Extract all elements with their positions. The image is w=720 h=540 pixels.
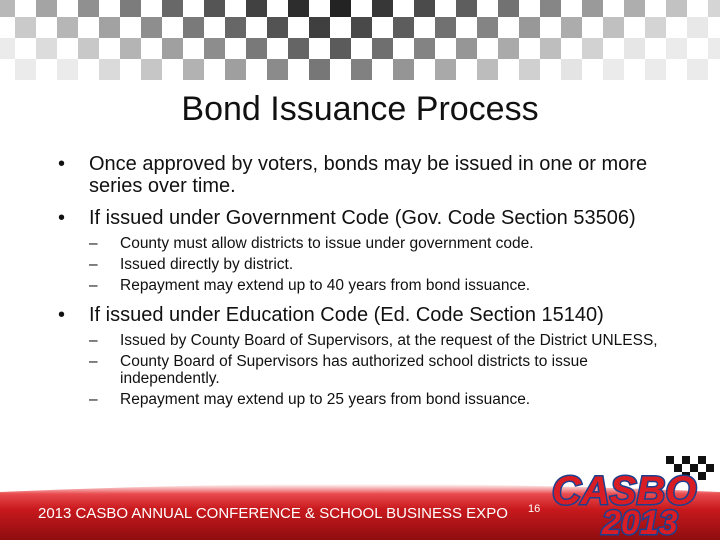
- checker-square: [183, 17, 204, 38]
- checker-square: [498, 38, 519, 59]
- bullet-item: [58, 153, 658, 197]
- checker-square: [624, 38, 645, 59]
- checker-square: [15, 59, 36, 80]
- checker-square: [0, 0, 15, 17]
- sub-bullet-text: County must allow districts to issue under government code.: [120, 235, 534, 252]
- checker-square: [561, 59, 582, 80]
- sub-bullet-mark: –: [89, 277, 98, 294]
- sub-bullet-mark: –: [89, 391, 98, 408]
- checker-square: [15, 17, 36, 38]
- page-number: 16: [528, 503, 541, 515]
- checker-square: [309, 59, 330, 80]
- checker-square: [351, 17, 372, 38]
- checker-square: [99, 59, 120, 80]
- checker-square: [603, 59, 624, 80]
- sub-bullet-mark: –: [89, 353, 98, 370]
- bullet-mark: •: [58, 153, 66, 175]
- logo-casbo-text: CASBO: [552, 469, 697, 513]
- sub-bullet-item: [89, 256, 658, 273]
- checker-square: [708, 0, 720, 17]
- sub-bullet-text: Issued by County Board of Supervisors, at the request of the District UNLESS,: [120, 332, 658, 349]
- footer-conference-name: 2013 CASBO ANNUAL CONFERENCE & SCHOOL BUSINESS EXPO: [38, 505, 508, 522]
- checker-square: [246, 38, 267, 59]
- checker-square: [330, 38, 351, 59]
- bullet-mark: •: [58, 304, 66, 326]
- checker-square: [141, 59, 162, 80]
- checker-square: [99, 17, 120, 38]
- checker-square: [162, 38, 183, 59]
- checker-square: [57, 17, 78, 38]
- checker-square: [414, 0, 435, 17]
- checker-square: [309, 17, 330, 38]
- sub-bullet-text: Issued directly by district.: [120, 256, 294, 273]
- checker-square: [603, 17, 624, 38]
- checker-square: [666, 38, 687, 59]
- slide-title: Bond Issuance Process: [181, 90, 539, 128]
- bullet-text: If issued under Education Code (Ed. Code Section 15140): [89, 304, 604, 326]
- sub-bullet-mark: –: [89, 235, 98, 252]
- checker-square: [666, 0, 687, 17]
- checker-square: [645, 59, 666, 80]
- sub-bullet-list: [58, 332, 658, 408]
- checker-square: [288, 38, 309, 59]
- checker-square: [498, 0, 519, 17]
- checker-square: [540, 0, 561, 17]
- checker-square: [351, 59, 372, 80]
- sub-bullet-item: [89, 391, 658, 408]
- bullet-mark: •: [58, 207, 66, 229]
- sub-bullet-mark: –: [89, 332, 98, 349]
- checkered-header-pattern: [0, 0, 720, 80]
- checker-square: [120, 38, 141, 59]
- sub-bullet-list: [58, 235, 658, 294]
- checker-square: [372, 0, 393, 17]
- bullet-list: [58, 153, 658, 418]
- checker-square: [183, 59, 204, 80]
- checker-square: [435, 59, 456, 80]
- checker-square: [267, 59, 288, 80]
- sub-bullet-mark: –: [89, 256, 98, 273]
- checker-square: [519, 17, 540, 38]
- checker-square: [687, 17, 708, 38]
- checker-square: [225, 17, 246, 38]
- sub-bullet-item: [89, 235, 658, 252]
- checker-square: [582, 38, 603, 59]
- checker-square: [36, 38, 57, 59]
- checker-square: [708, 38, 720, 59]
- sub-bullet-text: Repayment may extend up to 40 years from bond issuance.: [120, 277, 531, 294]
- bullet-item: [58, 207, 658, 294]
- bullet-text: If issued under Government Code (Gov. Code Section 53506): [89, 207, 636, 229]
- bullet-text: Once approved by voters, bonds may be issued in one or more series over time.: [89, 153, 648, 197]
- checker-square: [477, 17, 498, 38]
- checker-square: [78, 38, 99, 59]
- checker-square: [267, 17, 288, 38]
- checker-square: [582, 0, 603, 17]
- checker-square: [372, 38, 393, 59]
- checker-square: [435, 17, 456, 38]
- checker-square: [36, 0, 57, 17]
- checker-square: [120, 0, 141, 17]
- checker-square: [540, 38, 561, 59]
- checker-square: [687, 59, 708, 80]
- checker-square: [288, 0, 309, 17]
- checker-square: [624, 0, 645, 17]
- checker-square: [561, 17, 582, 38]
- checker-square: [456, 38, 477, 59]
- checker-square: [0, 38, 15, 59]
- sub-bullet-text: Repayment may extend up to 25 years from bond issuance.: [120, 391, 531, 408]
- checker-square: [393, 59, 414, 80]
- checker-square: [204, 0, 225, 17]
- sub-bullet-text: County Board of Supervisors has authorized school districts to issue independently.: [120, 353, 588, 387]
- checker-square: [78, 0, 99, 17]
- checker-square: [141, 17, 162, 38]
- checker-square: [414, 38, 435, 59]
- sub-bullet-item: [89, 353, 658, 387]
- sub-bullet-item: [89, 277, 658, 294]
- checker-square: [225, 59, 246, 80]
- checker-square: [204, 38, 225, 59]
- sub-bullet-item: [89, 332, 658, 349]
- checker-square: [330, 0, 351, 17]
- bullet-item: [58, 304, 658, 408]
- casbo-2013-logo: [546, 452, 716, 538]
- checker-square: [57, 59, 78, 80]
- logo-year-text: 2013: [602, 504, 678, 538]
- checker-square: [162, 0, 183, 17]
- checker-square: [645, 17, 666, 38]
- checker-square: [519, 59, 540, 80]
- checker-square: [246, 0, 267, 17]
- checker-square: [477, 59, 498, 80]
- checker-square: [456, 0, 477, 17]
- checker-square: [393, 17, 414, 38]
